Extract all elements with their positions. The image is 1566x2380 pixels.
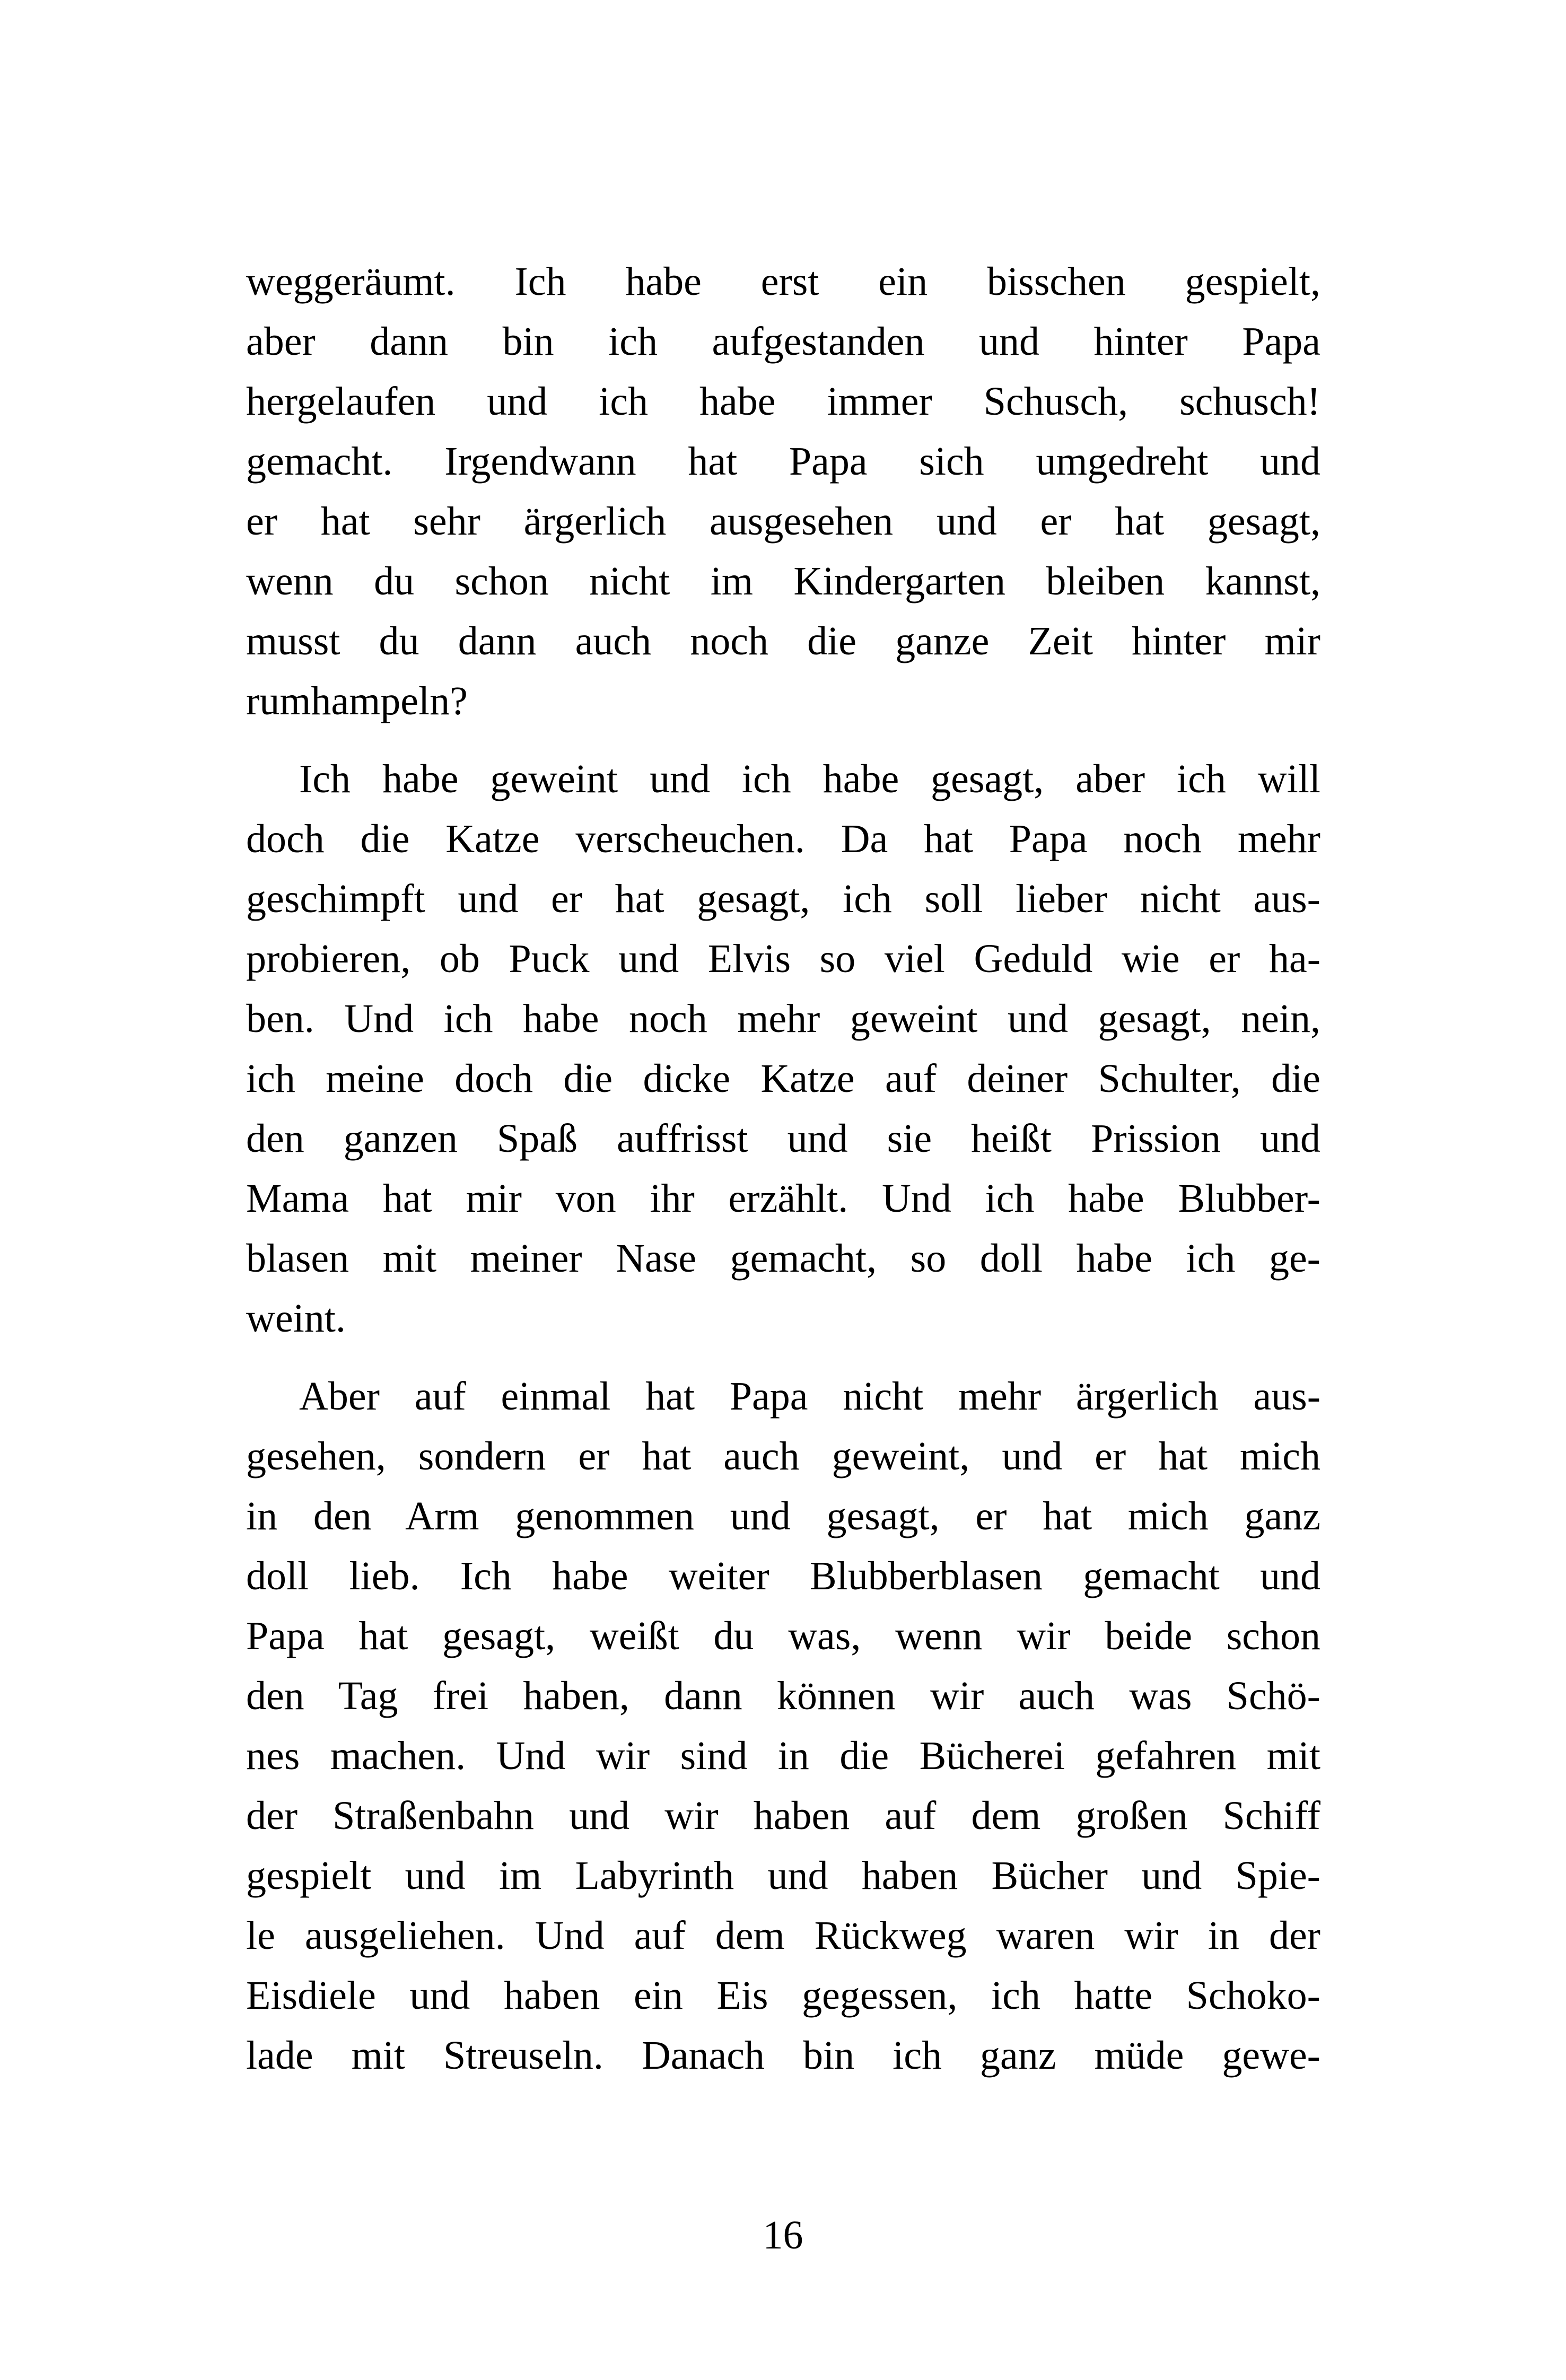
text-line: Ich habe geweint und ich habe gesagt, aber ich will [299, 757, 1320, 801]
page-text [246, 252, 1320, 2086]
paragraph [246, 252, 1320, 731]
text-line: nes machen. Und wir sind in die Bücherei gefahren mit [246, 1734, 1320, 1778]
text-line: in den Arm genommen und gesagt, er hat mich ganz [246, 1494, 1320, 1538]
text-line: Aber auf einmal hat Papa nicht mehr ärgerlich aus- [299, 1374, 1320, 1419]
text-line: er hat sehr ärgerlich ausgesehen und er hat gesagt, [246, 499, 1320, 544]
text-line: probieren, ob Puck und Elvis so viel Geduld wie er ha- [246, 937, 1320, 981]
text-line: lade mit Streuseln. Danach bin ich ganz müde gewe- [246, 2033, 1320, 2078]
text-line: weint. [246, 1296, 346, 1341]
text-line: Mama hat mir von ihr erzählt. Und ich habe Blubber- [246, 1176, 1320, 1221]
text-line: den ganzen Spaß auffrisst und sie heißt Prission und [246, 1116, 1320, 1161]
text-line: le ausgeliehen. Und auf dem Rückweg waren wir in der [246, 1913, 1320, 1958]
text-line: gemacht. Irgendwann hat Papa sich umgedreht und [246, 439, 1320, 484]
text-line: doll lieb. Ich habe weiter Blubberblasen gemacht und [246, 1554, 1320, 1598]
text-line: rumhampeln? [246, 679, 468, 723]
text-line: doch die Katze verscheuchen. Da hat Papa noch mehr [246, 817, 1320, 861]
text-line: gesehen, sondern er hat auch geweint, und er hat mich [246, 1434, 1320, 1478]
text-line: gespielt und im Labyrinth und haben Bücher und Spie- [246, 1853, 1320, 1898]
text-line: weggeräumt. Ich habe erst ein bisschen gespielt, [246, 259, 1320, 304]
text-line: ich meine doch die dicke Katze auf deiner Schulter, die [246, 1056, 1320, 1101]
text-line: wenn du schon nicht im Kindergarten bleiben kannst, [246, 559, 1320, 603]
text-line: blasen mit meiner Nase gemacht, so doll habe ich ge- [246, 1236, 1320, 1281]
paragraph [246, 1367, 1320, 2086]
text-line: ben. Und ich habe noch mehr geweint und gesagt, nein, [246, 996, 1320, 1041]
text-line: hergelaufen und ich habe immer Schusch, schusch! [246, 379, 1320, 424]
text-line: Papa hat gesagt, weißt du was, wenn wir beide schon [246, 1614, 1320, 1658]
text-line: Eisdiele und haben ein Eis gegessen, ich hatte Schoko- [246, 1973, 1320, 2018]
text-line: geschimpft und er hat gesagt, ich soll lieber nicht aus- [246, 877, 1320, 921]
page-number: 16 [763, 2213, 803, 2258]
text-line: den Tag frei haben, dann können wir auch was Schö- [246, 1674, 1320, 1718]
text-line: aber dann bin ich aufgestanden und hinter Papa [246, 319, 1320, 364]
paragraph [246, 749, 1320, 1349]
text-line: musst du dann auch noch die ganze Zeit hinter mir [246, 619, 1320, 663]
text-line: der Straßenbahn und wir haben auf dem großen Schiff [246, 1793, 1320, 1838]
